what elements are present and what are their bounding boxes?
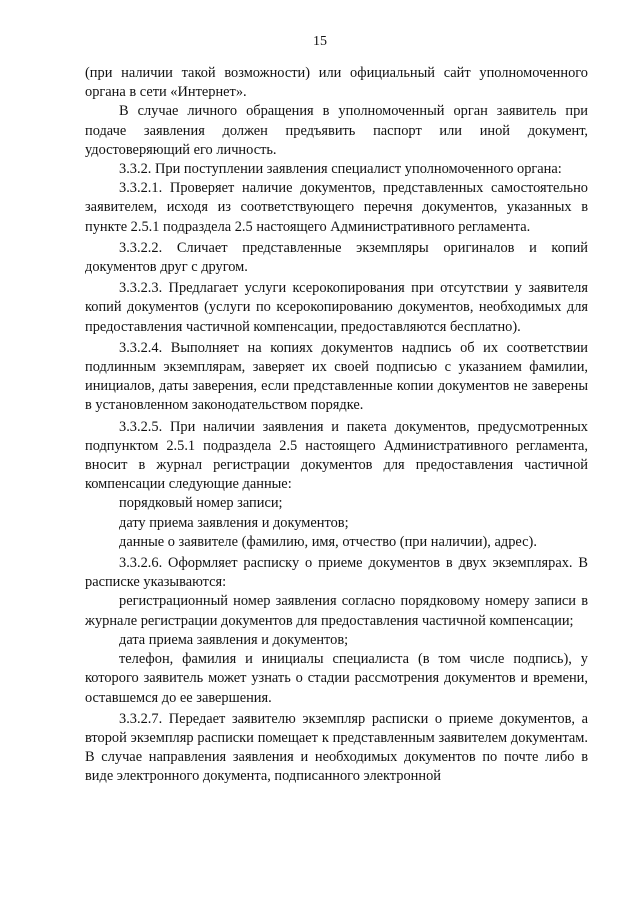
- paragraph-3-3-2-3: 3.3.2.3. Предлагает услуги ксерокопирования при отсутствии у заявителя копий документов (услуги по ксерокопированию документов, необходимых для предоставления частичной компенсации, предоставляются бесплатно).: [85, 280, 588, 335]
- paragraph-3-3-2-7: 3.3.2.7. Передает заявителю экземпляр расписки о приеме документов, а второй экземпляр расписки помещает к представленным заявителем документам. В случае направления заявления и необходимых документов по почте либо в виде электронного документа, подписанного электронной: [85, 710, 588, 785]
- paragraph-3-3-2-4: 3.3.2.4. Выполняет на копиях документов надпись об их соответствии подлинным экземплярам, заверяет их своей подписью с указанием фамилии, инициалов, даты заверения, если представленные копии документов не заверены в установленном законодательством порядке.: [85, 339, 588, 414]
- page-number: 15: [313, 34, 327, 49]
- paragraph-3-3-2-5: 3.3.2.5. При наличии заявления и пакета документов, предусмотренных подпунктом 2.5.1 подраздела 2.5 настоящего Административного регламента, вносит в журнал регистрации документов для предоставления частичной компенсации следующие данные:: [85, 418, 588, 493]
- list-item-specialist-contact: телефон, фамилия и инициалы специалиста (в том числе подпись), у которого заявитель может узнать о стадии рассмотрения документов и времени, оставшемся до ее завершения.: [85, 651, 588, 706]
- list-item-receipt-date: дату приема заявления и документов;: [119, 514, 349, 531]
- paragraph-3-3-2-2: 3.3.2.2. Сличает представленные экземпляры оригиналов и копий документов друг с другом.: [85, 239, 588, 276]
- page-body: [85, 64, 588, 787]
- paragraph-3-3-2-6: 3.3.2.6. Оформляет расписку о приеме документов в двух экземплярах. В расписке указываются:: [85, 555, 588, 591]
- list-item-acceptance-date: дата приема заявления и документов;: [119, 631, 349, 648]
- list-item-record-number: порядковый номер записи;: [119, 495, 283, 512]
- paragraph-3-3-2-1: 3.3.2.1. Проверяет наличие документов, представленных самостоятельно заявителем, исходя из соответствующего перечня документов, указанных в пункте 2.5.1 подраздела 2.5 настоящего Административного регламента.: [85, 180, 588, 235]
- list-item-registration-number: регистрационный номер заявления согласно порядковому номеру записи в журнале регистрации документов для предоставления частичной компенсации;: [85, 593, 588, 629]
- paragraph-3-3-2: 3.3.2. При поступлении заявления специалист уполномоченного органа:: [119, 161, 562, 178]
- paragraph-personal-visit: В случае личного обращения в уполномоченный орган заявитель при подаче заявления должен предъявить паспорт или иной документ, удостоверяющий его личность.: [85, 103, 588, 158]
- list-item-applicant-data: данные о заявителе (фамилию, имя, отчество (при наличии), адрес).: [119, 533, 537, 550]
- paragraph-intro-continuation: (при наличии такой возможности) или официальный сайт уполномоченного органа в сети «Интернет».: [85, 65, 588, 101]
